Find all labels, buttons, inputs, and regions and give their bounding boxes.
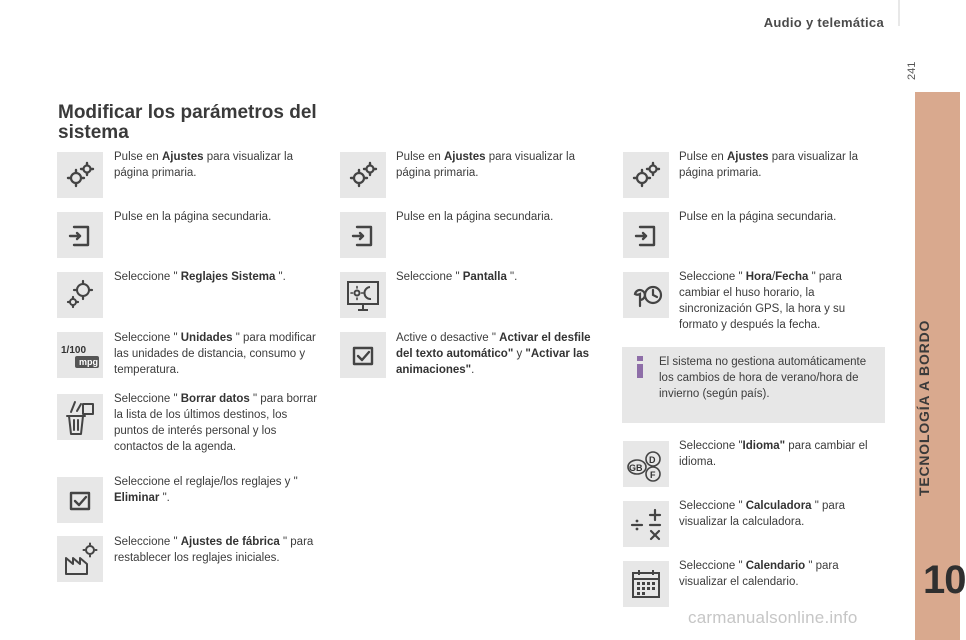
system-settings-icon	[57, 272, 103, 318]
units-icon-label-1: 1/100	[61, 345, 87, 356]
check-icon	[57, 477, 103, 523]
settings-icon	[623, 152, 669, 198]
header-title: Audio y telemática	[763, 15, 884, 30]
language-icon-label-3: F	[650, 470, 656, 480]
col1-step-system: Seleccione " Reglajes Sistema ".	[114, 271, 286, 283]
col3-step-secondary: Pulse en la página secundaria.	[679, 211, 837, 223]
col1-step-settings: Pulse en Ajustes para visualizar la página primaria.	[114, 151, 293, 179]
col2-step-display: Seleccione " Pantalla ".	[396, 271, 518, 283]
calculator-icon	[623, 501, 669, 547]
info-icon	[635, 356, 645, 378]
language-icon	[623, 441, 669, 487]
col2-step-secondary: Pulse en la página secundaria.	[396, 211, 554, 223]
factory-reset-icon	[57, 536, 103, 582]
col3-step-settings: Pulse en Ajustes para visualizar la página primaria.	[679, 151, 858, 179]
page-number: 241	[906, 61, 918, 80]
secondary-page-icon	[340, 212, 386, 258]
col3-step-calculator: Seleccione " Calculadora " para visualizar la calculadora.	[679, 500, 846, 528]
secondary-page-icon	[57, 212, 103, 258]
units-icon-label-2: mpg	[79, 357, 98, 367]
secondary-page-icon	[623, 212, 669, 258]
chapter-tab-label: TECNOLOGÍA A BORDO	[916, 319, 932, 497]
language-icon-label-2: D	[649, 455, 656, 465]
chapter-number: 10	[923, 558, 966, 602]
col2-step-settings: Pulse en Ajustes para visualizar la página primaria.	[396, 151, 575, 179]
settings-icon	[57, 152, 103, 198]
col2-step-animations: Active o desactive " Activar el desfile del texto automático" y "Activar las animaciones".	[396, 332, 591, 376]
calendar-icon	[623, 561, 669, 607]
col1-step-factory: Seleccione " Ajustes de fábrica " para restablecer los reglajes iniciales.	[114, 536, 314, 564]
section-title: Modificar los parámetros del sistema	[58, 102, 317, 143]
col1-step-secondary: Pulse en la página secundaria.	[114, 211, 272, 223]
watermark: carmanualsonline.info	[688, 608, 858, 627]
display-icon	[340, 272, 386, 318]
units-icon	[57, 332, 103, 378]
settings-icon	[340, 152, 386, 198]
check-icon	[340, 332, 386, 378]
header-divider	[898, 0, 900, 26]
col3-step-language: Seleccione "Idioma" para cambiar el idioma.	[679, 440, 868, 468]
col1-step-delete-data: Seleccione " Borrar datos " para borrar la lista de los últimos destinos, los puntos de interés personal y los contactos de la agenda.	[114, 393, 318, 453]
col1-step-units: Seleccione " Unidades " para modificar las unidades de distancia, consumo y temperatura.	[114, 332, 316, 376]
col1-step-delete: Seleccione el reglaje/los reglajes y " Eliminar ".	[114, 476, 298, 504]
language-icon-label-1: GB	[629, 463, 643, 473]
col3-step-time: Seleccione " Hora/Fecha " para cambiar el huso horario, la sincronización GPS, la hora y su formato y después la fecha.	[679, 271, 846, 331]
info-note-text: El sistema no gestiona automáticamente los cambios de hora de verano/hora de invierno (según país).	[659, 356, 867, 400]
col3-step-calendar: Seleccione " Calendario " para visualizar el calendario.	[679, 560, 839, 588]
delete-data-icon	[57, 394, 103, 440]
clock-icon	[623, 272, 669, 318]
